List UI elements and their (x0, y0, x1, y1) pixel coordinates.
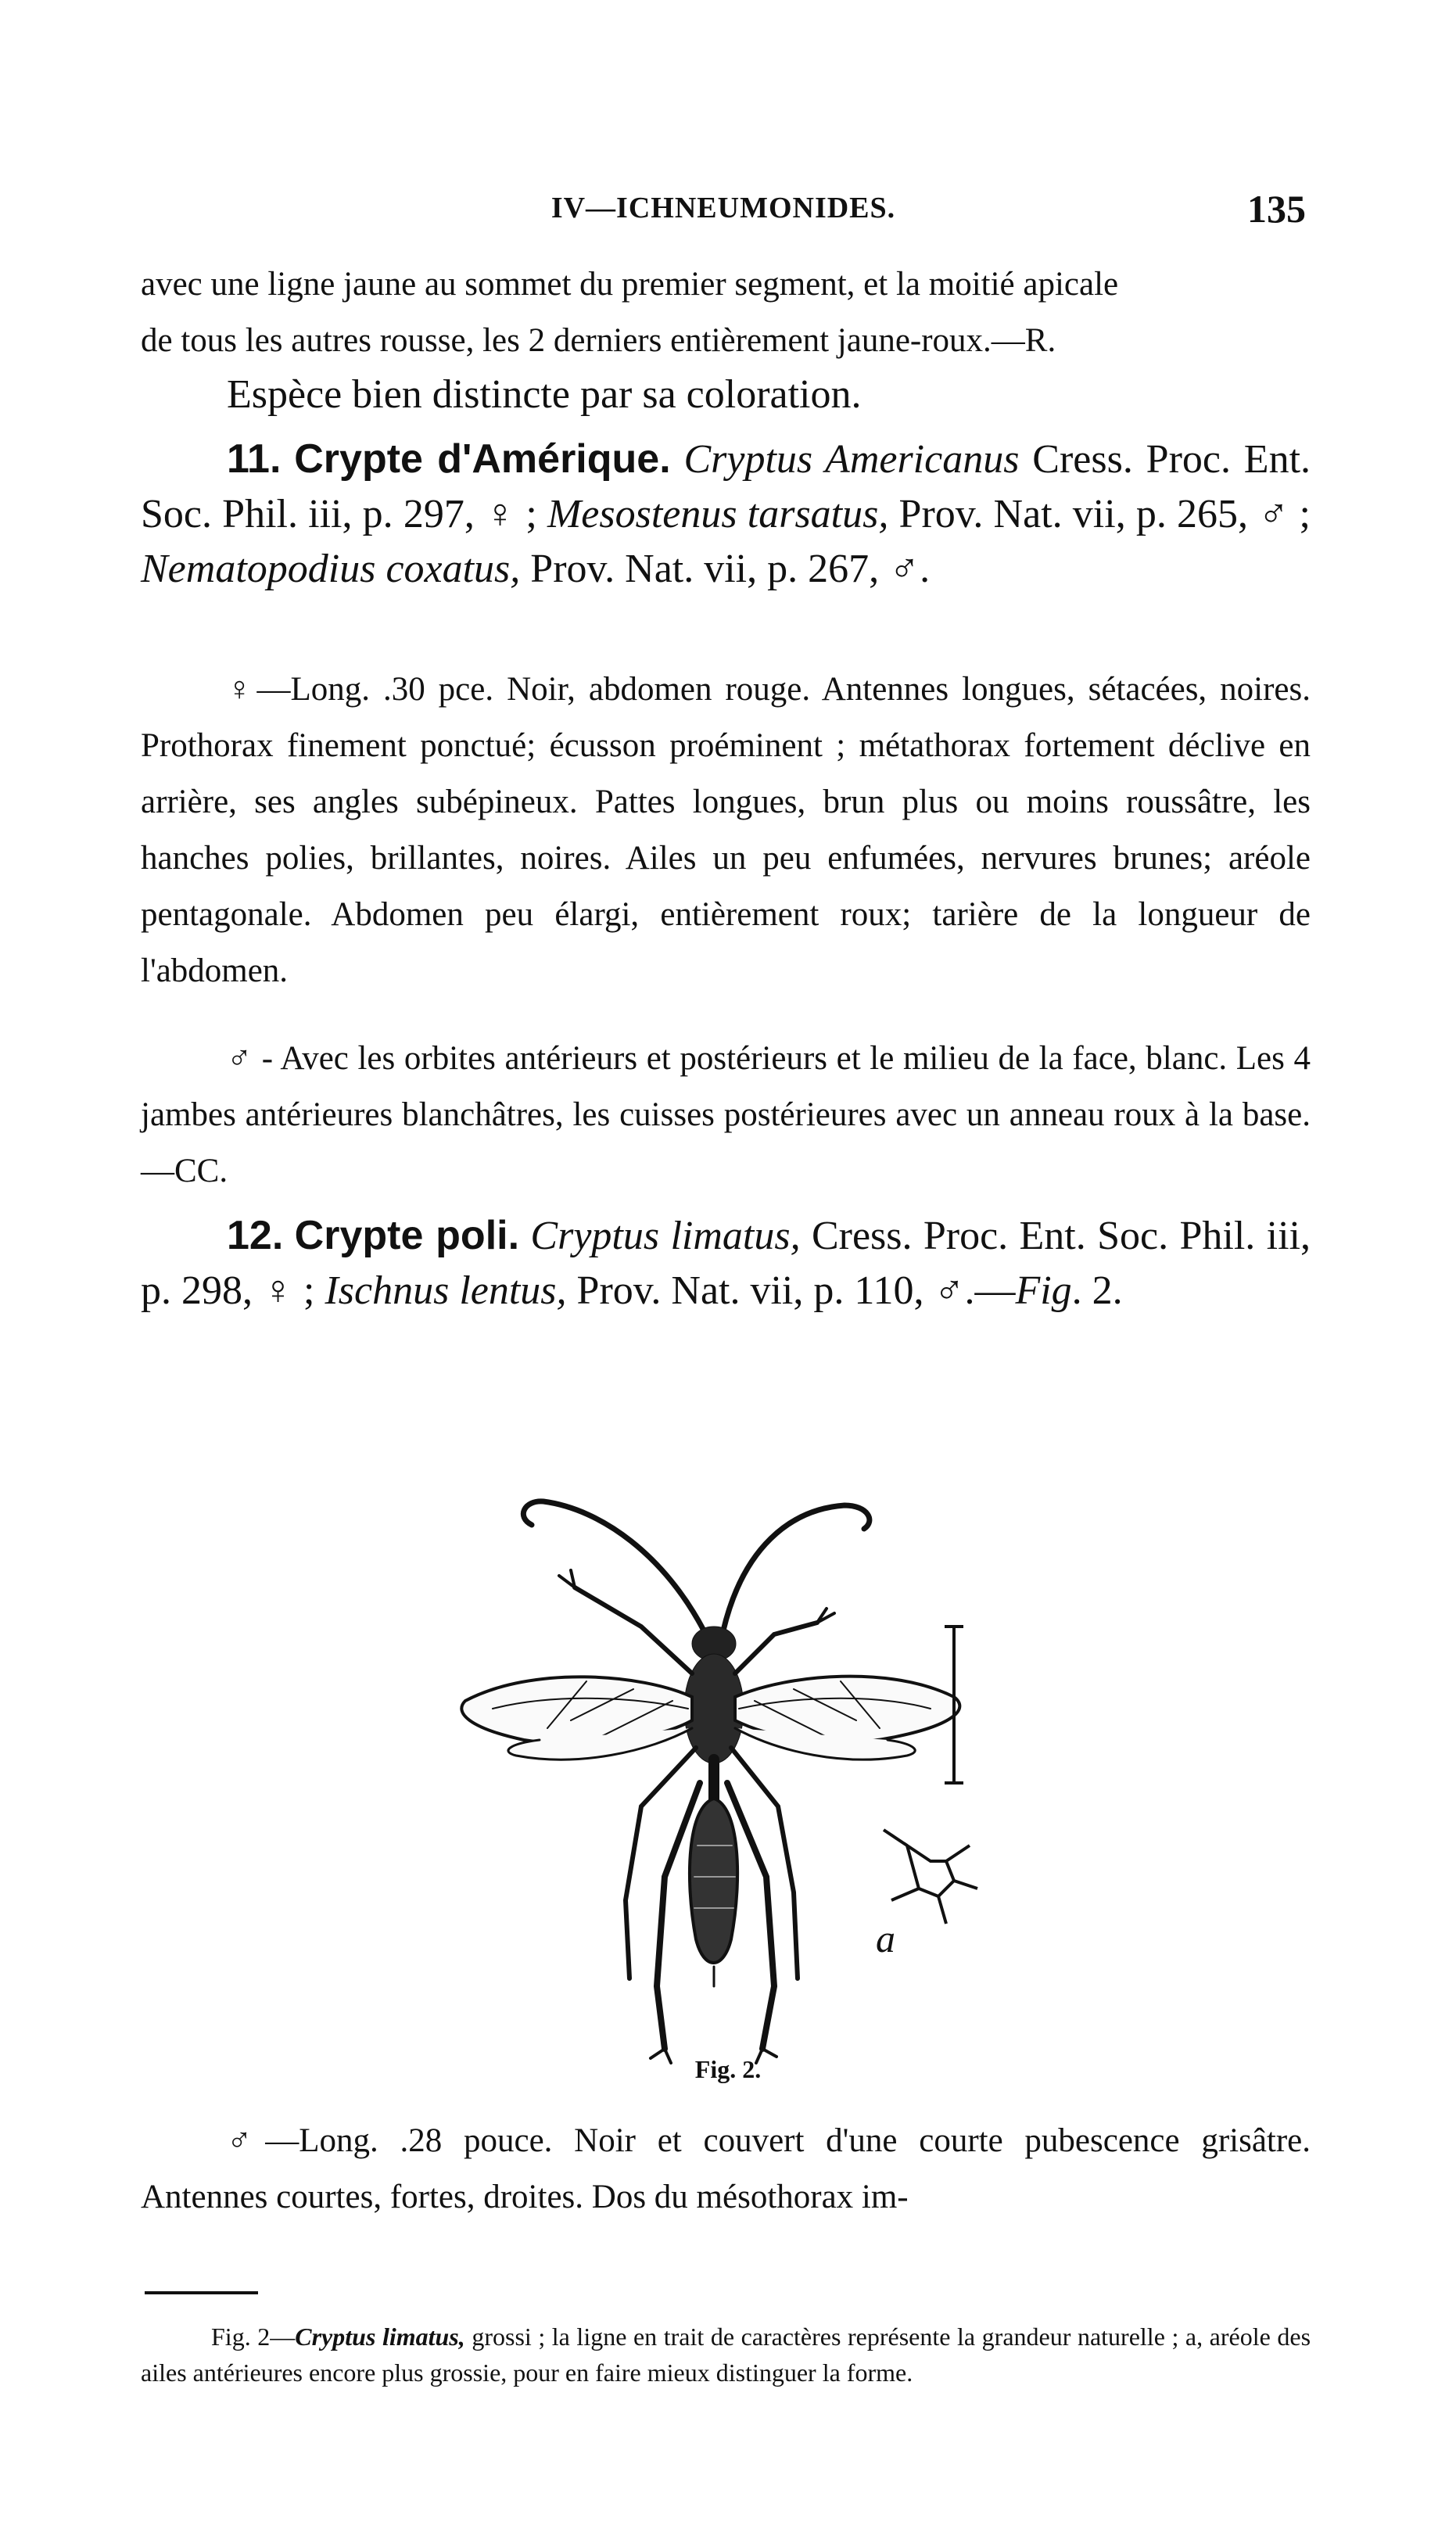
female-description: ♀—Long. .30 pce. Noir, abdomen rouge. Antennes longues, sétacées, noires. Prothorax finement ponctué; écusson proéminent ; métathorax fortement déclive en arrière, ses angles subépineux. Pattes longues, brun plus ou moins roussâtre, les hanches polies, brillantes, noires. Ailes un peu enfumées, nervures brunes; aréole pentagonale. Abdomen peu élargi, entièrement roux; tarière de la longueur de l'abdomen. (141, 671, 1311, 989)
species-11-syn2: Nematopodius coxatus, (141, 547, 521, 591)
species-12-fig: Fig (1015, 1268, 1072, 1313)
page-header (141, 186, 1306, 233)
species-11-number: 11. (227, 436, 282, 482)
species-11-ref2: Prov. Nat. vii, p. 265, ♂ ; (898, 492, 1311, 536)
species-12-ref1: Cress. Proc. Ent. Soc. Phil. iii, p. 298, ♀ ; (141, 1214, 1311, 1313)
figure-caption: Fig. 2. (694, 2055, 762, 2083)
remark-text: Espèce bien distincte par sa coloration. (227, 372, 862, 417)
species-12-latin: Cryptus limatus, (530, 1214, 801, 1258)
figure-label-a: a (876, 1917, 895, 1960)
species-12-male (141, 2113, 1311, 2226)
running-head: IV—ICHNEUMONIDES. (550, 192, 896, 224)
species-12-number: 12. (227, 1213, 284, 1258)
species-12-fig-num: . 2. (1071, 1268, 1123, 1313)
species-11-male (141, 1031, 1311, 1200)
species-remark (141, 368, 1311, 422)
footnote-latin: Cryptus limatus, (295, 2323, 465, 2351)
species-11-syn1: Mesostenus tarsatus, (547, 492, 889, 536)
species-11-author: Cress. (1032, 437, 1133, 482)
species-11-ref1: Proc. Ent. Soc. Phil. iii, p. 297, ♀ ; (141, 437, 1311, 536)
species-11-female (141, 662, 1311, 999)
species-11-latin: Cryptus Americanus (683, 437, 1020, 482)
page-number: 135 (1247, 187, 1306, 231)
species-12-syn1: Ischnus lentus, (325, 1268, 567, 1313)
footnote-label: Fig. 2— (211, 2323, 296, 2351)
species-12-ref2: Prov. Nat. vii, p. 110, ♂.— (576, 1268, 1016, 1313)
footnote (141, 2319, 1311, 2391)
p1-line1: avec une ligne jaune au sommet du premier segment, et la moitié apicale (141, 266, 1119, 303)
p1-line2: de tous les autres rousse, les 2 derniers entièrement jaune-roux.—R. (141, 322, 1056, 359)
footnote-rule (145, 2291, 258, 2294)
male-description: ♂ - Avec les orbites antérieurs et postérieurs et le milieu de la face, blanc. Les 4 jambes antérieures blanchâtres, les cuisses postérieures avec un anneau roux à la base.—CC. (141, 1040, 1311, 1189)
paragraph-continuation (141, 256, 1311, 369)
species-11-heading (141, 432, 1311, 597)
species-12-name: Crypte poli. (294, 1213, 520, 1258)
wasp-figure (407, 1439, 1110, 2080)
male-12-description: ♂—Long. .28 pouce. Noir et couvert d'une courte pubescence grisâtre. Antennes courtes, fortes, droites. Dos du mésothorax im- (141, 2122, 1311, 2215)
footnote-text: grossi ; la ligne en trait de caractères représente la grandeur naturelle ; a, aréole des ailes antérieures encore plus grossie, pour en faire mieux distinguer la forme. (141, 2323, 1311, 2387)
species-12-heading (141, 1208, 1311, 1318)
species-11-ref3: Prov. Nat. vii, p. 267, ♂. (530, 547, 931, 591)
species-11-name: Crypte d'Amérique. (294, 436, 671, 482)
